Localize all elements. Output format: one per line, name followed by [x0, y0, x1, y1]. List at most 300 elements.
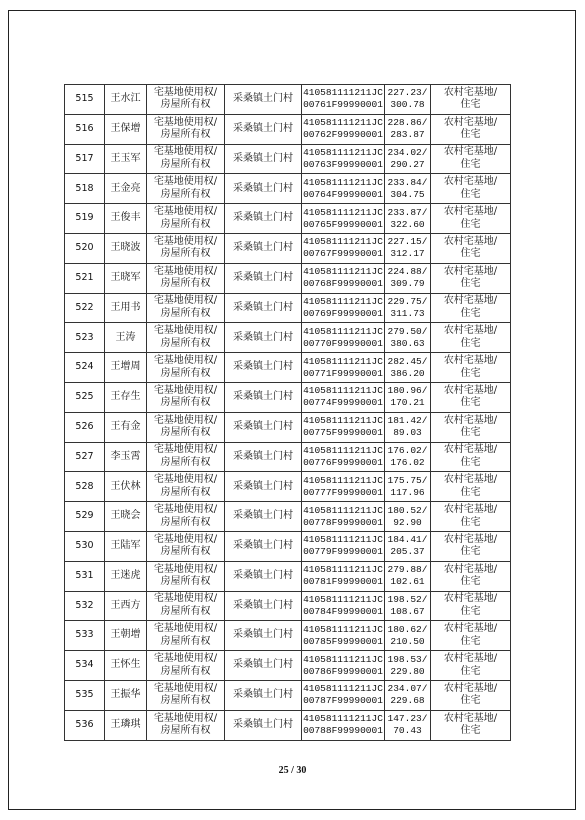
right-type-line2: 房屋所有权 — [160, 635, 211, 647]
area-land: 180.96/ — [387, 385, 428, 397]
right-type-line2: 房屋所有权 — [160, 725, 211, 737]
right-type-line1: 宅基地使用权/ — [153, 653, 218, 665]
land-use — [431, 621, 511, 651]
right-type-line1: 宅基地使用权/ — [153, 533, 218, 545]
unit-code-line1: 410581111211JC — [303, 444, 383, 456]
right-type-line2: 房屋所有权 — [160, 248, 211, 260]
unit-code-line1: 410581111211JC — [303, 206, 383, 218]
unit-code-line2: 00778F99990001 — [303, 516, 383, 528]
owner-name: 王朝增 — [105, 621, 147, 651]
area — [385, 591, 431, 621]
right-type-line1: 宅基地使用权/ — [153, 235, 218, 247]
right-type — [147, 531, 225, 561]
unit-code-line2: 00769F99990001 — [303, 307, 383, 319]
area-building: 304.75 — [390, 188, 425, 200]
unit-code — [302, 85, 385, 115]
owner-name: 王玉军 — [105, 144, 147, 174]
area-building: 312.17 — [390, 248, 425, 260]
right-type — [147, 412, 225, 442]
right-type — [147, 621, 225, 651]
land-use-line1: 农村宅基地/ — [443, 474, 498, 486]
area — [385, 353, 431, 383]
row-number: 519 — [65, 204, 105, 234]
land-use — [431, 114, 511, 144]
owner-name: 王有金 — [105, 412, 147, 442]
unit-code-line2: 00785F99990001 — [303, 635, 383, 647]
land-use-line2: 住宅 — [460, 397, 481, 409]
unit-code — [302, 204, 385, 234]
table-row — [65, 651, 511, 681]
right-type-line1: 宅基地使用权/ — [153, 295, 218, 307]
land-use-line2: 住宅 — [460, 546, 481, 558]
right-type-line1: 宅基地使用权/ — [153, 325, 218, 337]
land-use-line1: 农村宅基地/ — [443, 623, 498, 635]
area-land: 175.75/ — [387, 474, 428, 486]
area-building: 205.37 — [390, 546, 425, 558]
area-land: 147.23/ — [387, 713, 428, 725]
owner-name: 王陆军 — [105, 531, 147, 561]
land-use-line2: 住宅 — [460, 278, 481, 290]
area-land: 233.87/ — [387, 206, 428, 218]
table-row — [65, 204, 511, 234]
area-land: 181.42/ — [387, 415, 428, 427]
area-land: 227.23/ — [387, 87, 428, 99]
area — [385, 442, 431, 472]
row-number: 536 — [65, 710, 105, 740]
right-type — [147, 323, 225, 353]
table-row — [65, 531, 511, 561]
location: 采桑镇土门村 — [225, 233, 302, 263]
area-building: 300.78 — [390, 99, 425, 111]
land-use — [431, 412, 511, 442]
land-use-line2: 住宅 — [460, 99, 481, 111]
right-type — [147, 204, 225, 234]
unit-code-line2: 00784F99990001 — [303, 605, 383, 617]
unit-code-line2: 00768F99990001 — [303, 278, 383, 290]
area-land: 198.53/ — [387, 653, 428, 665]
right-type-line2: 房屋所有权 — [160, 337, 211, 349]
unit-code-line1: 410581111211JC — [303, 534, 383, 546]
right-type — [147, 382, 225, 412]
unit-code — [302, 144, 385, 174]
table-row — [65, 621, 511, 651]
right-type-line1: 宅基地使用权/ — [153, 206, 218, 218]
right-type-line1: 宅基地使用权/ — [153, 712, 218, 724]
location: 采桑镇土门村 — [225, 144, 302, 174]
right-type-line1: 宅基地使用权/ — [153, 146, 218, 158]
right-type-line2: 房屋所有权 — [160, 158, 211, 170]
land-use-line1: 农村宅基地/ — [443, 146, 498, 158]
land-use — [431, 710, 511, 740]
unit-code-line1: 410581111211JC — [303, 564, 383, 576]
location: 采桑镇土门村 — [225, 680, 302, 710]
location: 采桑镇土门村 — [225, 591, 302, 621]
row-number: 521 — [65, 263, 105, 293]
area-building: 380.63 — [390, 337, 425, 349]
right-type — [147, 442, 225, 472]
unit-code-line1: 410581111211JC — [303, 355, 383, 367]
location: 采桑镇土门村 — [225, 442, 302, 472]
unit-code — [302, 233, 385, 263]
land-use-line1: 农村宅基地/ — [443, 414, 498, 426]
unit-code — [302, 680, 385, 710]
unit-code-line1: 410581111211JC — [303, 474, 383, 486]
land-use-line2: 住宅 — [460, 635, 481, 647]
area-building: 283.87 — [390, 129, 425, 141]
area — [385, 263, 431, 293]
land-use-line2: 住宅 — [460, 158, 481, 170]
right-type-line1: 宅基地使用权/ — [153, 116, 218, 128]
land-use-line2: 住宅 — [460, 605, 481, 617]
unit-code — [302, 472, 385, 502]
location: 采桑镇土门村 — [225, 651, 302, 681]
land-use-line1: 农村宅基地/ — [443, 206, 498, 218]
unit-code — [302, 114, 385, 144]
land-use — [431, 174, 511, 204]
row-number: 528 — [65, 472, 105, 502]
area — [385, 204, 431, 234]
unit-code — [302, 531, 385, 561]
unit-code-line2: 00761F99990001 — [303, 99, 383, 111]
right-type — [147, 85, 225, 115]
row-number: 520 — [65, 233, 105, 263]
right-type-line2: 房屋所有权 — [160, 546, 211, 558]
right-type-line1: 宅基地使用权/ — [153, 593, 218, 605]
right-type — [147, 263, 225, 293]
area-land: 282.45/ — [387, 355, 428, 367]
right-type-line1: 宅基地使用权/ — [153, 682, 218, 694]
land-use-line1: 农村宅基地/ — [443, 295, 498, 307]
unit-code-line1: 410581111211JC — [303, 504, 383, 516]
unit-code-line2: 00779F99990001 — [303, 546, 383, 558]
land-use-line1: 农村宅基地/ — [443, 116, 498, 128]
area — [385, 114, 431, 144]
right-type-line1: 宅基地使用权/ — [153, 474, 218, 486]
area-land: 224.88/ — [387, 266, 428, 278]
right-type-line2: 房屋所有权 — [160, 665, 211, 677]
unit-code — [302, 412, 385, 442]
owner-name: 王金亮 — [105, 174, 147, 204]
right-type — [147, 591, 225, 621]
row-number: 529 — [65, 502, 105, 532]
area-building: 117.96 — [390, 486, 425, 498]
right-type-line1: 宅基地使用权/ — [153, 563, 218, 575]
unit-code-line1: 410581111211JC — [303, 236, 383, 248]
right-type — [147, 114, 225, 144]
row-number: 522 — [65, 293, 105, 323]
area — [385, 472, 431, 502]
right-type-line2: 房屋所有权 — [160, 188, 211, 200]
row-number: 531 — [65, 561, 105, 591]
owner-name: 王晓会 — [105, 502, 147, 532]
land-use-line1: 农村宅基地/ — [443, 653, 498, 665]
table-row — [65, 114, 511, 144]
row-number: 526 — [65, 412, 105, 442]
owner-name: 王俊丰 — [105, 204, 147, 234]
owner-name: 王用书 — [105, 293, 147, 323]
area-building: 386.20 — [390, 367, 425, 379]
right-type-line1: 宅基地使用权/ — [153, 265, 218, 277]
location: 采桑镇土门村 — [225, 114, 302, 144]
location: 采桑镇土门村 — [225, 293, 302, 323]
right-type-line2: 房屋所有权 — [160, 576, 211, 588]
table-row — [65, 263, 511, 293]
land-use — [431, 204, 511, 234]
location: 采桑镇土门村 — [225, 204, 302, 234]
right-type — [147, 651, 225, 681]
area-land: 233.84/ — [387, 176, 428, 188]
unit-code-line2: 00770F99990001 — [303, 337, 383, 349]
area — [385, 233, 431, 263]
unit-code-line2: 00776F99990001 — [303, 456, 383, 468]
table-row — [65, 412, 511, 442]
land-use — [431, 651, 511, 681]
row-number: 533 — [65, 621, 105, 651]
location: 采桑镇土门村 — [225, 472, 302, 502]
area-land: 229.75/ — [387, 295, 428, 307]
area — [385, 531, 431, 561]
owner-name: 王璘琪 — [105, 710, 147, 740]
area-land: 279.50/ — [387, 325, 428, 337]
area-building: 309.79 — [390, 278, 425, 290]
land-use-line1: 农村宅基地/ — [443, 384, 498, 396]
area — [385, 85, 431, 115]
right-type-line2: 房屋所有权 — [160, 218, 211, 230]
land-use — [431, 531, 511, 561]
row-number: 523 — [65, 323, 105, 353]
row-number: 535 — [65, 680, 105, 710]
owner-name: 王振华 — [105, 680, 147, 710]
land-use-line2: 住宅 — [460, 248, 481, 260]
land-use — [431, 323, 511, 353]
unit-code-line2: 00767F99990001 — [303, 248, 383, 260]
owner-name: 王水江 — [105, 85, 147, 115]
right-type-line1: 宅基地使用权/ — [153, 504, 218, 516]
area — [385, 174, 431, 204]
unit-code — [302, 442, 385, 472]
unit-code-line1: 410581111211JC — [303, 653, 383, 665]
location: 采桑镇土门村 — [225, 323, 302, 353]
land-use-line2: 住宅 — [460, 307, 481, 319]
land-use-line1: 农村宅基地/ — [443, 325, 498, 337]
location: 采桑镇土门村 — [225, 621, 302, 651]
right-type-line2: 房屋所有权 — [160, 307, 211, 319]
land-use — [431, 502, 511, 532]
owner-name: 王伏林 — [105, 472, 147, 502]
row-number: 530 — [65, 531, 105, 561]
unit-code-line1: 410581111211JC — [303, 117, 383, 129]
owner-name: 王晓波 — [105, 233, 147, 263]
land-use-line1: 农村宅基地/ — [443, 593, 498, 605]
unit-code — [302, 710, 385, 740]
owner-name: 王增周 — [105, 353, 147, 383]
unit-code-line1: 410581111211JC — [303, 266, 383, 278]
owner-name: 王怀生 — [105, 651, 147, 681]
area — [385, 144, 431, 174]
area — [385, 561, 431, 591]
land-use — [431, 442, 511, 472]
land-use-line2: 住宅 — [460, 427, 481, 439]
land-use-line1: 农村宅基地/ — [443, 176, 498, 188]
location: 采桑镇土门村 — [225, 710, 302, 740]
land-use-line2: 住宅 — [460, 218, 481, 230]
land-use-line1: 农村宅基地/ — [443, 504, 498, 516]
right-type — [147, 144, 225, 174]
table-row — [65, 174, 511, 204]
area-land: 279.88/ — [387, 564, 428, 576]
right-type-line2: 房屋所有权 — [160, 397, 211, 409]
location: 采桑镇土门村 — [225, 174, 302, 204]
right-type — [147, 293, 225, 323]
unit-code-line2: 00788F99990001 — [303, 725, 383, 737]
area-building: 229.68 — [390, 695, 425, 707]
area — [385, 412, 431, 442]
unit-code-line1: 410581111211JC — [303, 146, 383, 158]
unit-code-line1: 410581111211JC — [303, 325, 383, 337]
table-row — [65, 382, 511, 412]
land-use-line2: 住宅 — [460, 576, 481, 588]
land-use-line1: 农村宅基地/ — [443, 533, 498, 545]
right-type-line2: 房屋所有权 — [160, 367, 211, 379]
land-use-line1: 农村宅基地/ — [443, 563, 498, 575]
unit-code-line1: 410581111211JC — [303, 385, 383, 397]
right-type-line1: 宅基地使用权/ — [153, 414, 218, 426]
table-row — [65, 502, 511, 532]
table-row — [65, 353, 511, 383]
unit-code — [302, 174, 385, 204]
table-row — [65, 680, 511, 710]
area-land: 184.41/ — [387, 534, 428, 546]
owner-name: 王保增 — [105, 114, 147, 144]
area — [385, 502, 431, 532]
page-number: 25 / 30 — [278, 765, 307, 776]
area-building: 102.61 — [390, 576, 425, 588]
right-type-line2: 房屋所有权 — [160, 99, 211, 111]
area-land: 234.02/ — [387, 146, 428, 158]
registry-table-body — [65, 85, 511, 741]
right-type — [147, 353, 225, 383]
table-row — [65, 144, 511, 174]
unit-code — [302, 353, 385, 383]
area — [385, 651, 431, 681]
land-use-line2: 住宅 — [460, 695, 481, 707]
right-type — [147, 472, 225, 502]
owner-name: 王晓军 — [105, 263, 147, 293]
unit-code-line1: 410581111211JC — [303, 87, 383, 99]
land-use — [431, 561, 511, 591]
table-row — [65, 323, 511, 353]
land-use — [431, 85, 511, 115]
table-row — [65, 233, 511, 263]
land-use-line1: 农村宅基地/ — [443, 682, 498, 694]
unit-code-line2: 00777F99990001 — [303, 486, 383, 498]
location: 采桑镇土门村 — [225, 561, 302, 591]
owner-name: 王涛 — [105, 323, 147, 353]
right-type-line2: 房屋所有权 — [160, 427, 211, 439]
row-number: 524 — [65, 353, 105, 383]
land-use-line2: 住宅 — [460, 665, 481, 677]
area-building: 108.67 — [390, 605, 425, 617]
area-building: 322.60 — [390, 218, 425, 230]
land-use-line2: 住宅 — [460, 337, 481, 349]
land-use-line1: 农村宅基地/ — [443, 712, 498, 724]
area — [385, 621, 431, 651]
table-row — [65, 472, 511, 502]
location: 采桑镇土门村 — [225, 353, 302, 383]
area — [385, 382, 431, 412]
right-type-line2: 房屋所有权 — [160, 129, 211, 141]
area — [385, 323, 431, 353]
row-number: 532 — [65, 591, 105, 621]
unit-code-line2: 00787F99990001 — [303, 695, 383, 707]
row-number: 518 — [65, 174, 105, 204]
unit-code — [302, 263, 385, 293]
right-type — [147, 174, 225, 204]
right-type — [147, 502, 225, 532]
unit-code — [302, 561, 385, 591]
unit-code-line2: 00763F99990001 — [303, 158, 383, 170]
area-building: 92.90 — [393, 516, 422, 528]
unit-code-line1: 410581111211JC — [303, 295, 383, 307]
owner-name: 王西方 — [105, 591, 147, 621]
location: 采桑镇土门村 — [225, 382, 302, 412]
area-building: 89.03 — [393, 427, 422, 439]
area-land: 228.86/ — [387, 117, 428, 129]
right-type-line1: 宅基地使用权/ — [153, 623, 218, 635]
area — [385, 293, 431, 323]
land-use-line2: 住宅 — [460, 129, 481, 141]
unit-code-line2: 00781F99990001 — [303, 576, 383, 588]
area-building: 290.27 — [390, 158, 425, 170]
unit-code-line1: 410581111211JC — [303, 683, 383, 695]
land-use-line2: 住宅 — [460, 367, 481, 379]
land-use — [431, 680, 511, 710]
land-use-line1: 农村宅基地/ — [443, 86, 498, 98]
right-type-line2: 房屋所有权 — [160, 486, 211, 498]
right-type-line2: 房屋所有权 — [160, 516, 211, 528]
unit-code-line2: 00764F99990001 — [303, 188, 383, 200]
right-type-line1: 宅基地使用权/ — [153, 176, 218, 188]
owner-name: 李玉霄 — [105, 442, 147, 472]
unit-code — [302, 621, 385, 651]
land-use-line2: 住宅 — [460, 188, 481, 200]
land-use-line1: 农村宅基地/ — [443, 235, 498, 247]
unit-code-line1: 410581111211JC — [303, 176, 383, 188]
area-land: 227.15/ — [387, 236, 428, 248]
unit-code — [302, 382, 385, 412]
table-row — [65, 293, 511, 323]
area-land: 234.07/ — [387, 683, 428, 695]
owner-name: 王迷虎 — [105, 561, 147, 591]
area-building: 311.73 — [390, 307, 425, 319]
unit-code — [302, 323, 385, 353]
row-number: 527 — [65, 442, 105, 472]
land-use — [431, 144, 511, 174]
area-building: 210.50 — [390, 635, 425, 647]
unit-code — [302, 293, 385, 323]
land-use — [431, 353, 511, 383]
land-use-line2: 住宅 — [460, 486, 481, 498]
unit-code-line1: 410581111211JC — [303, 415, 383, 427]
table-row — [65, 85, 511, 115]
unit-code-line2: 00771F99990001 — [303, 367, 383, 379]
area-building: 229.80 — [390, 665, 425, 677]
unit-code-line2: 00786F99990001 — [303, 665, 383, 677]
unit-code-line2: 00775F99990001 — [303, 427, 383, 439]
land-use — [431, 591, 511, 621]
right-type-line2: 房屋所有权 — [160, 695, 211, 707]
table-row — [65, 442, 511, 472]
